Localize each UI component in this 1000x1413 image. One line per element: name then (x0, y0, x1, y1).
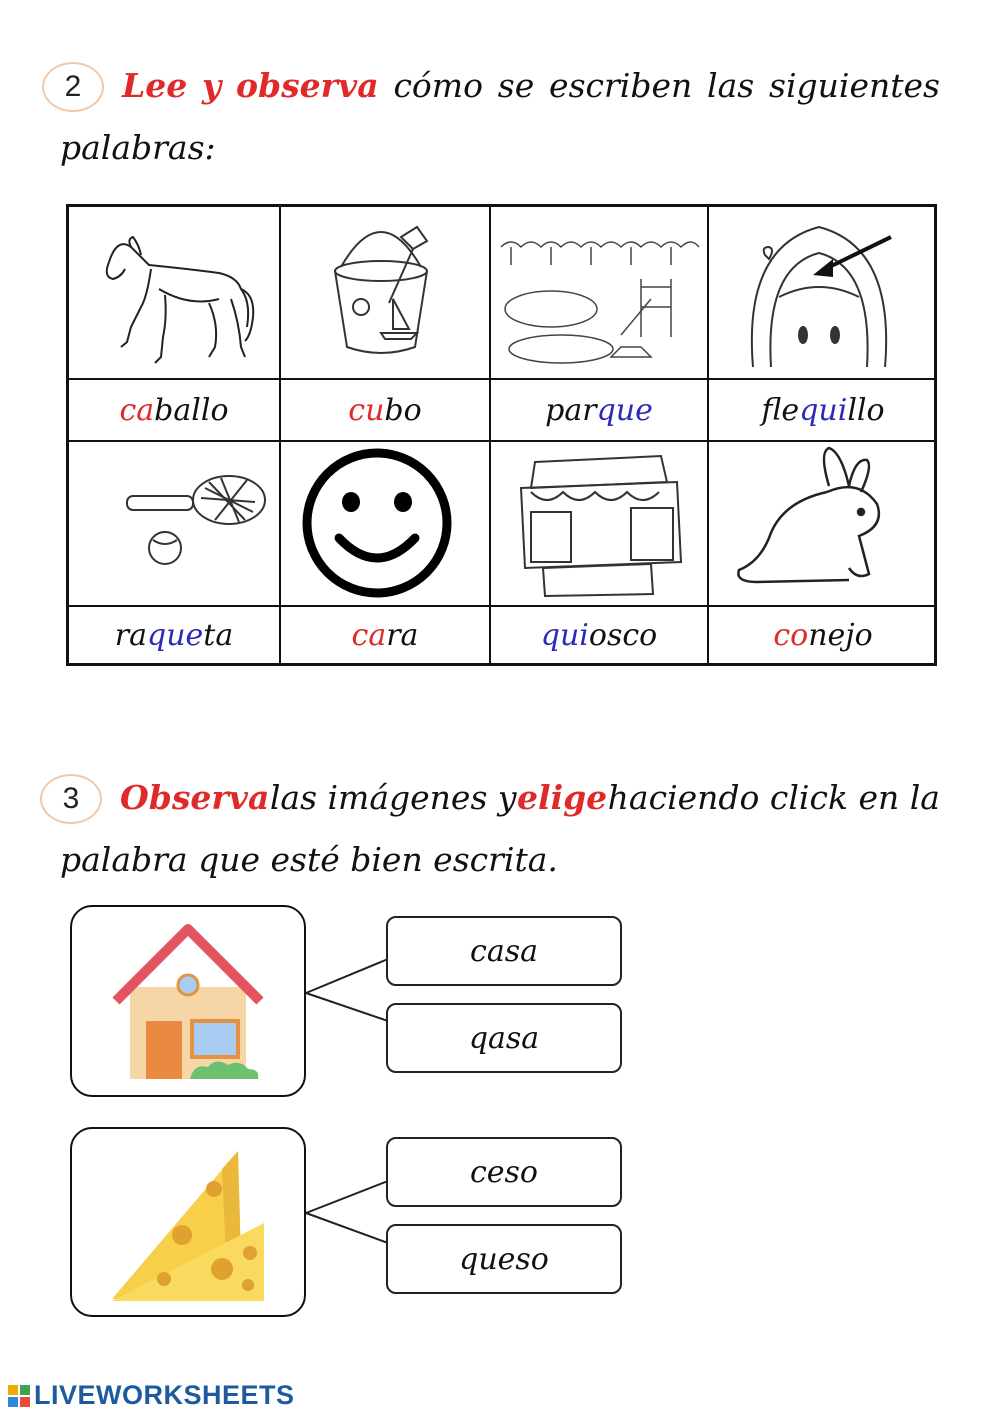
word-cell-quiosco: qui osco (491, 607, 709, 663)
bucket-image (281, 207, 491, 380)
cheese-image (70, 1127, 306, 1317)
option-ceso[interactable]: ceso (386, 1137, 622, 1207)
option-qasa[interactable]: qasa (386, 1003, 622, 1073)
exercise-3-instruction-line-2: palabra que esté bien escrita. (60, 840, 558, 879)
racket-image (69, 442, 281, 607)
brand-text: LIVEWORKSHEETS (34, 1380, 295, 1410)
word-observa-3: Observa (120, 778, 270, 817)
exercise-2-instruction-line-1: Lee y observa cómo se escriben las siguientes (122, 66, 940, 105)
option-casa[interactable]: casa (386, 916, 622, 986)
connector-lines-2 (304, 1177, 390, 1247)
word-lee: Lee (122, 66, 188, 105)
liveworksheets-logo (8, 1380, 295, 1411)
girl-fringe-image (709, 207, 937, 380)
word-cell-cubo: cu bo (281, 380, 491, 442)
word-cell-cara: ca ra (281, 607, 491, 663)
exercise-number-3: 3 (40, 774, 102, 824)
word-elige: elige (517, 778, 608, 817)
word-cell-flequillo: fle qui llo (709, 380, 937, 442)
logo-blocks-icon (8, 1385, 30, 1407)
connector-lines-1 (304, 955, 390, 1025)
horse-image (69, 207, 281, 380)
park-image (491, 207, 709, 380)
word-cell-conejo: co nejo (773, 617, 873, 653)
exercise-2-instruction-line-2: palabras: (60, 128, 216, 167)
house-image (70, 905, 306, 1097)
smiley-face-image (281, 442, 491, 607)
kiosk-image (491, 442, 709, 607)
word-cell-raqueta: ra que ta (69, 607, 281, 663)
word-cell-parque: par que (491, 380, 709, 442)
word-y: y (202, 66, 222, 105)
words-table (66, 204, 937, 666)
exercise-number-2: 2 (42, 62, 104, 112)
exercise-3-instruction-line-1: Observa las imágenes y elige haciendo click en la (120, 778, 940, 817)
word-cell-caballo: ca ballo (69, 380, 281, 442)
option-queso[interactable]: queso (386, 1224, 622, 1294)
word-observa: observa (236, 66, 379, 105)
rabbit-image (709, 442, 937, 607)
